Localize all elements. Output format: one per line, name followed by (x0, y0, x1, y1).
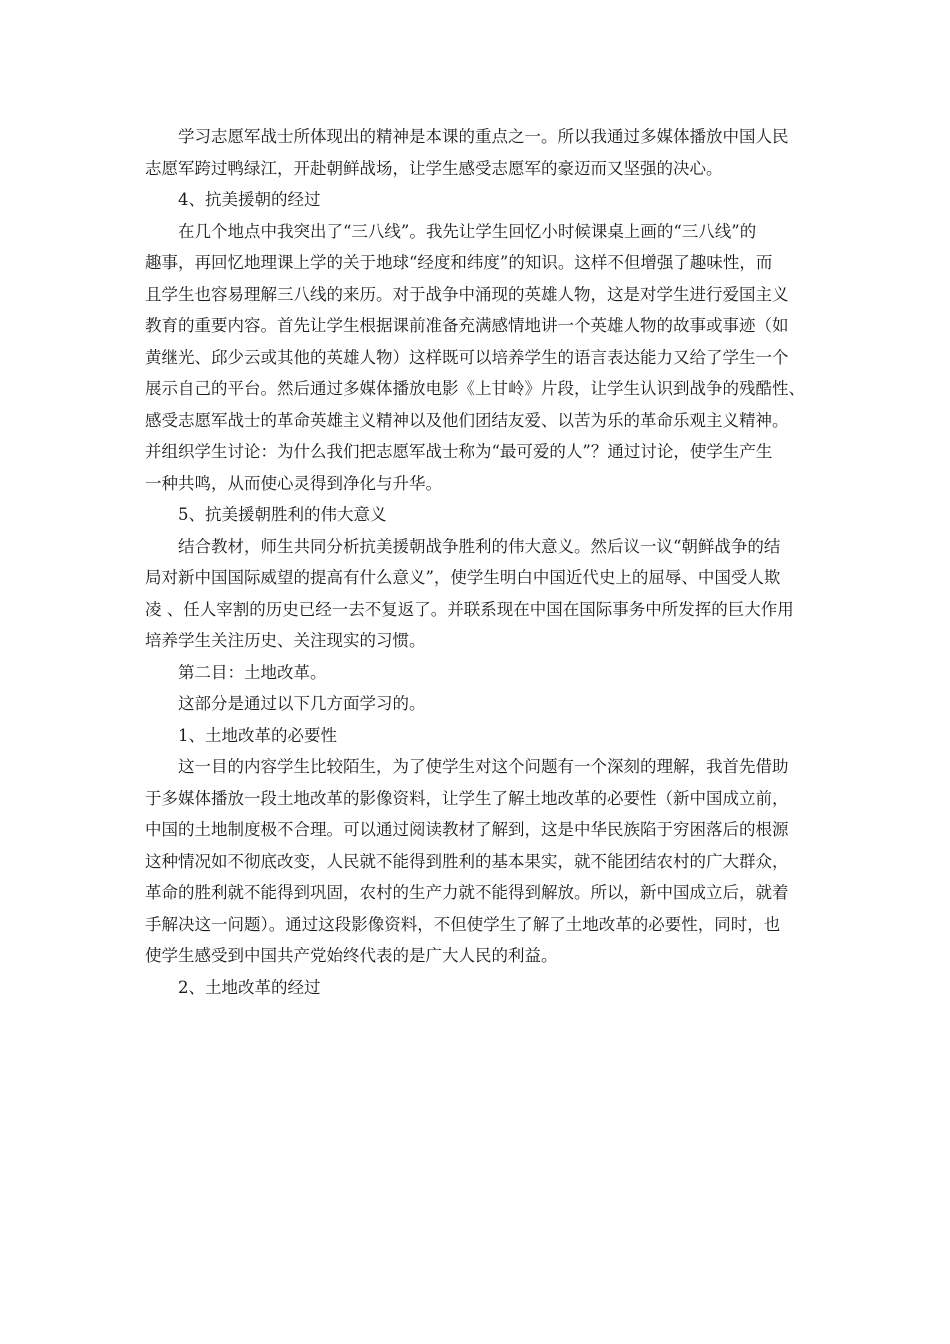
text-line: 学习志愿军战士所体现出的精神是本课的重点之一。所以我通过多媒体播放中国人民 (178, 127, 789, 146)
text-line: 4、抗美援朝的经过 (178, 190, 321, 209)
text-line: 展示自己的平台。然后通过多媒体播放电影《上甘岭》片段，让学生认识到战争的残酷性、 (145, 379, 805, 398)
text-line: 感受志愿军战士的革命英雄主义精神以及他们团结友爱、以苦为乐的革命乐观主义精神。 (145, 410, 789, 430)
text-line: 志愿军跨过鸭绿江，开赴朝鲜战场，让学生感受志愿军的豪迈而又坚强的决心。 (145, 158, 723, 178)
text-line: 黄继光、邱少云或其他的英雄人物）这样既可以培养学生的语言表达能力又给了学生一个 (145, 347, 789, 367)
text-line: 2、土地改革的经过 (178, 977, 321, 997)
text-line: 第二目：土地改革。 (178, 662, 327, 682)
text-line: 这一目的内容学生比较陌生，为了使学生对这个问题有一个深刻的理解，我首先借助 (178, 757, 789, 776)
text-line: 手解决这一问题）。通过这段影像资料，不但使学生了解了土地改革的必要性，同时，也 (145, 914, 781, 934)
text-line: 这部分是通过以下几方面学习的。 (178, 694, 426, 713)
text-line: 并组织学生讨论：为什么我们把志愿军战士称为“最可爱的人”？通过讨论，使学生产生 (145, 442, 773, 461)
text-line: 教育的重要内容。首先让学生根据课前准备充满感情地讲一个英雄人物的故事或事迹（如 (145, 316, 789, 335)
text-line: 局对新中国国际威望的提高有什么意义”，使学生明白中国近代史上的屈辱、中国受人欺 (145, 568, 781, 587)
text-line: 结合教材，师生共同分析抗美援朝战争胜利的伟大意义。然后议一议“朝鲜战争的结 (178, 536, 781, 556)
text-line: 1、土地改革的必要性 (178, 725, 337, 745)
text-line: 使学生感受到中国共产党始终代表的是广大人民的利益。 (145, 946, 558, 965)
text-line: 在几个地点中我突出了“三八线”。我先让学生回忆小时候课桌上画的“三八线”的 (178, 221, 757, 241)
text-line: 5、抗美援朝胜利的伟大意义 (178, 505, 387, 524)
document-body (145, 121, 810, 1003)
text-line: 且学生也容易理解三八线的来历。对于战争中涌现的英雄人物，这是对学生进行爱国主义 (145, 284, 789, 304)
text-line: 培养学生关注历史、关注现实的习惯。 (145, 631, 426, 650)
text-line: 中国的土地制度极不合理。可以通过阅读教材了解到，这是中华民族陷于穷困落后的根源 (145, 820, 789, 839)
text-line: 革命的胜利就不能得到巩固，农村的生产力就不能得到解放。所以，新中国成立后，就着 (145, 883, 789, 902)
text-line: 一种共鸣，从而使心灵得到净化与升华。 (145, 473, 442, 493)
text-line: 凌 、任人宰割的历史已经一去不复返了。并联系现在中国在国际事务中所发挥的巨大作用 (145, 599, 794, 619)
text-line: 趣事，再回忆地理课上学的关于地球“经度和纬度”的知识。这样不但增强了趣味性，而 (145, 253, 773, 272)
text-line: 于多媒体播放一段土地改革的影像资料，让学生了解土地改革的必要性（新中国成立前， (145, 788, 789, 808)
text-line: 这种情况如不彻底改变，人民就不能得到胜利的基本果实，就不能团结农村的广大群众， (145, 851, 789, 871)
